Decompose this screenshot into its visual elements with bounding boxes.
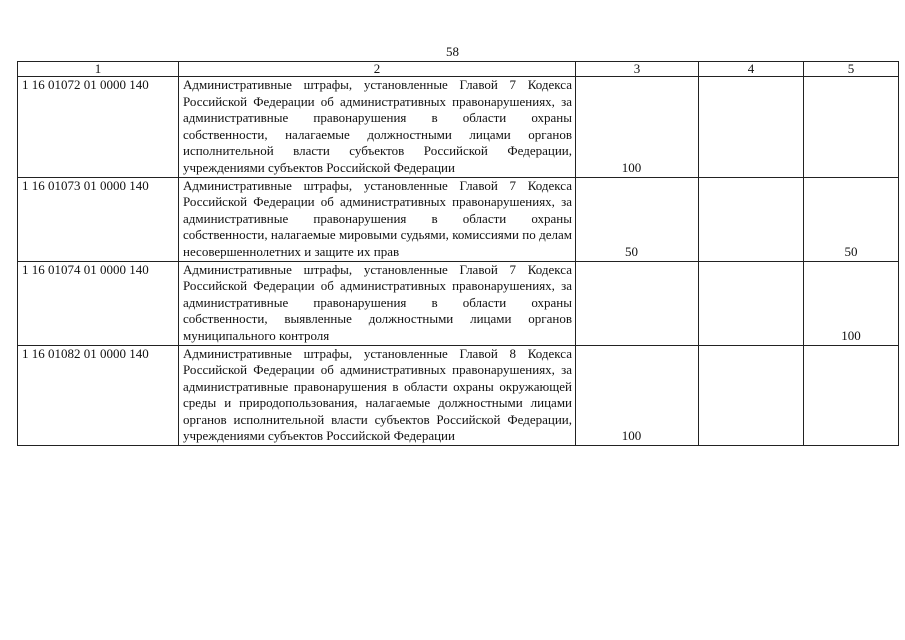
column-header-2: 2 [179,62,576,77]
value-column-3: 100 [576,345,699,446]
value-column-4 [699,177,804,261]
column-header-4: 4 [699,62,804,77]
fine-description: Административные штрафы, установленные Главой 8 Кодекса Российской Федерации об административных правонарушениях, за административные правонарушения в области охраны окружающей среды и природопользования, налагаемые должностными лицами органов исполнительной власти субъектов Российской Федерации, учреждениями субъектов Российской Федерации [179,345,576,446]
column-header-3: 3 [576,62,699,77]
page-number: 58 [446,44,459,59]
value-column-5 [804,345,899,446]
table-row [18,177,899,261]
value-column-5: 100 [804,261,899,345]
budget-classification-code: 1 16 01072 01 0000 140 [18,77,179,178]
table-row [18,261,899,345]
value-column-3 [576,261,699,345]
column-header-5: 5 [804,62,899,77]
fine-description: Административные штрафы, установленные Главой 7 Кодекса Российской Федерации об административных правонарушениях, за административные правонарушения в области охраны собственности, налагаемые мировыми судьями, комиссиями по делам несовершеннолетних и защите их прав [179,177,576,261]
budget-classification-code: 1 16 01073 01 0000 140 [18,177,179,261]
value-column-3: 100 [576,77,699,178]
value-column-5 [804,77,899,178]
budget-classification-code: 1 16 01082 01 0000 140 [18,345,179,446]
column-number-header-row [18,62,899,77]
budget-code-table [17,61,899,446]
budget-classification-code: 1 16 01074 01 0000 140 [18,261,179,345]
value-column-5: 50 [804,177,899,261]
table-row [18,345,899,446]
fine-description: Административные штрафы, установленные Главой 7 Кодекса Российской Федерации об административных правонарушениях, за административные правонарушения в области охраны собственности, выявленные должностными лицами органов муниципального контроля [179,261,576,345]
table-row [18,77,899,178]
value-column-4 [699,261,804,345]
value-column-3: 50 [576,177,699,261]
value-column-4 [699,345,804,446]
fine-description: Административные штрафы, установленные Главой 7 Кодекса Российской Федерации об административных правонарушениях, за административные правонарушения в области охраны собственности, налагаемые должностными лицами органов исполнительной власти субъектов Российской Федерации, учреждениями субъектов Российской Федерации [179,77,576,178]
value-column-4 [699,77,804,178]
column-header-1: 1 [18,62,179,77]
